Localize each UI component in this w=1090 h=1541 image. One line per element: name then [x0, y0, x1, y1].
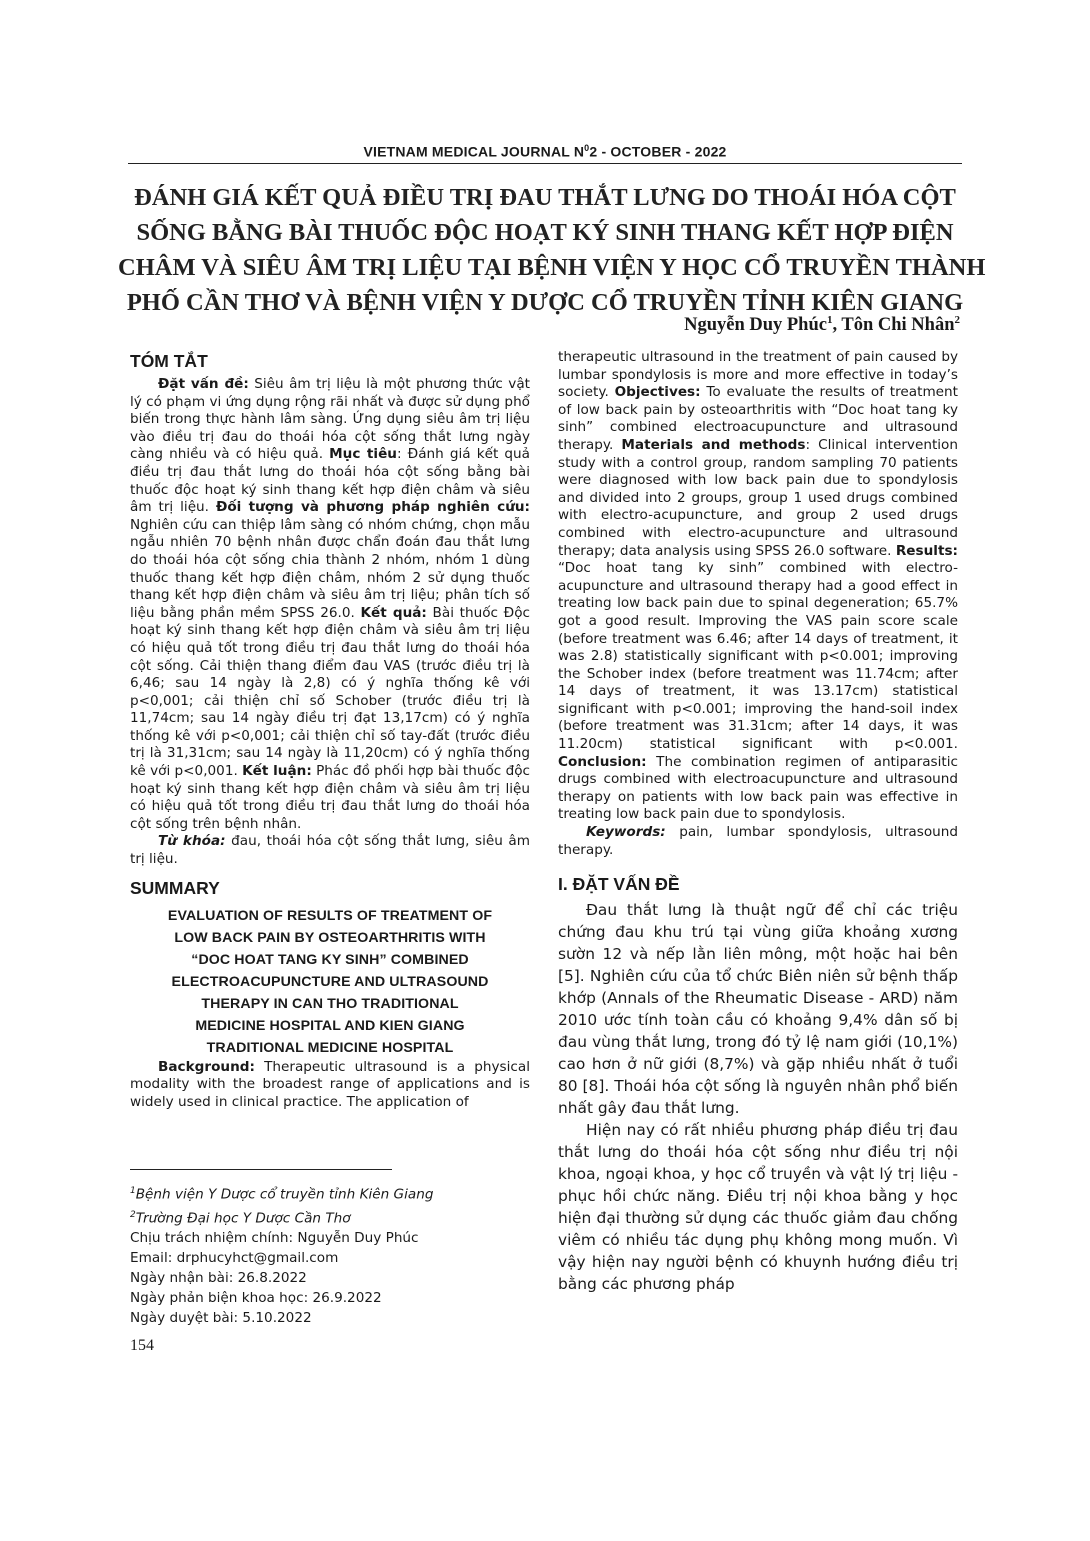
- english-title-line: ELECTROACUPUNCTURE AND ULTRASOUND: [171, 973, 489, 990]
- english-title-line: EVALUATION OF RESULTS OF TREATMENT OF: [167, 907, 493, 924]
- footnote-rule: [130, 1169, 392, 1170]
- en-text: therapeutic ultrasound in the treatment of pain caused by lumbar spondylosis is more and more effective in today’s society.: [558, 349, 958, 401]
- corresponding-author: Chịu trách nhiệm chính: Nguyễn Duy Phúc: [130, 1230, 419, 1247]
- vi-text: Bài thuốc Độc hoạt ký sinh thang kết hợp điện châm và siêu âm trị liệu có hiệu quả tốt trong điều trị đau thắt lưng do thoái hóa cột sống. Cải thiện thang điểm đau VAS (trước điều trị là 6,46; sau 14 ngày là 2,8) có ý nghĩa thống kê với p<0,001; cải thiện chỉ số Schober (trước điều trị là 11,74cm; sau 14 ngày điều trị đạt 13,17cm) có ý nghĩa thống kê với p<0,001; cải thiện chỉ số tay-đất (trước điều trị là 31,31cm; sau 14 ngày là 11,20cm) có ý nghĩa thống kê với p<0,001.: [130, 604, 530, 780]
- en-text: : Clinical intervention study with a control group, random sampling 70 patients were diagnosed with low back pain due to spondylosis and divided into 2 groups, group 1 used drugs combined with electro-acupuncture, and group 2 used drugs combined with electro-acupuncture and ultrasound therapy; data analysis using SPSS 26.0 software.: [558, 436, 958, 559]
- left-column: [130, 350, 530, 1111]
- en-text: “Doc hoat tang ky sinh” combined with electro-acupuncture and ultrasound therapy had a good effect in treating low back pain due to spinal degeneration; 65.7% got a good result. Improving the VAS pain score scale (before treatment was 6.46; after 14 days of treatment, it was 2.8) statistically significant with p<0.001; improving the Schober index (before treatment was 11.74cm; after 14 days of treatment, it was 13.17cm) statistical significant with p<0.001; improving the hand-soil index (before treatment was 31.31cm; after 14 days, it was 11.20cm) statistical significant with p<0.001.: [558, 560, 958, 753]
- english-title-line: TRADITIONAL MEDICINE HOSPITAL: [206, 1039, 454, 1056]
- en-label-objectives: Objectives:: [614, 384, 701, 401]
- en-label-conclusion: Conclusion:: [558, 753, 647, 770]
- en-label-background: Background:: [158, 1058, 255, 1075]
- section-1-body: [558, 899, 958, 1295]
- header-rule: [128, 163, 962, 164]
- title-line: CHÂM VÀ SIÊU ÂM TRỊ LIỆU TẠI BỆNH VIỆN Y HỌC CỔ TRUYỀN THÀNH: [118, 254, 986, 281]
- english-title-line: LOW BACK PAIN BY OSTEOARTHRITIS WITH: [174, 929, 486, 946]
- en-keywords-text: pain, lumbar spondylosis, ultrasound therapy.: [558, 824, 958, 858]
- en-keywords-label: Keywords:: [586, 824, 666, 841]
- author-2-affil: 2: [954, 314, 960, 326]
- received-date: Ngày nhận bài: 26.8.2022: [130, 1270, 307, 1287]
- author-line: [684, 314, 960, 336]
- en-text: The combination regimen of antiparasitic drugs combined with electroacupuncture and ultrasound therapy on patients with low back pain was effective in treating low back pain due to spondylosis.: [558, 753, 958, 823]
- affiliation-2: [130, 1205, 530, 1229]
- vi-text: : Đánh giá kết quả điều trị đau thắt lưng do thoái hóa cột sống bằng bài thuốc độc hoạt ký sinh thang kết hợp điện châm và siêu âm trị liệu.: [130, 446, 530, 516]
- english-title: [130, 905, 530, 1059]
- section-1-paragraph: Đau thắt lưng là thuật ngữ để chỉ các triệu chứng đau khu trú tại vùng giữa khoảng xương sườn 12 và nếp lằn liên mông, một hoặc hai bên [5]. Nghiên cứu của tổ chức Biên niên sử bệnh thấp khớp (Annals of the Rheumatic Disease - ARD) năm 2010 ước tính toàn cầu có khoảng 9,4% dân số bị đau vùng thắt lưng, trong đó tỷ lệ nam giới (10,1%) cao hơn ở nữ giới (8,7%) và gặp nhiều nhất ở tuổi 80 [8]. Thoái hóa cột sống là nguyên nhân phổ biến nhất gây đau thắt lưng.: [558, 901, 958, 1118]
- footnotes: [130, 1181, 530, 1328]
- vi-label-results: Kết quả:: [360, 604, 427, 621]
- en-label-results: Results:: [895, 542, 958, 559]
- vi-abstract-body: [130, 376, 530, 833]
- title-line: SỐNG BẰNG BÀI THUỐC ĐỘC HOẠT KÝ SINH THANG KẾT HỢP ĐIỆN: [136, 219, 954, 246]
- title-line: ĐÁNH GIÁ KẾT QUẢ ĐIỀU TRỊ ĐAU THẮT LƯNG DO THOÁI HÓA CỘT: [134, 184, 956, 211]
- summary-heading: SUMMARY: [130, 877, 220, 898]
- affiliation-1-mark: 1: [130, 1186, 136, 1196]
- author-sep: ,: [832, 315, 842, 336]
- vi-text: Phác đồ phối hợp bài thuốc độc hoạt ký sinh thang kết hợp điện châm và siêu âm trị liệu có hiệu quả tốt trong điều trị đau thắt lưng do thoái hóa cột sống trên bệnh nhân.: [130, 763, 531, 832]
- section-1-paragraph: Hiện nay có rất nhiều phương pháp điều trị đau thắt lưng do thoái hóa cột sống như điều trị nội khoa, ngoại khoa, y học cổ truyền và vật lý trị liệu - phục hồi chức năng. Điều trị nội khoa bằng y học hiện đại thường sử dụng các thuốc giảm đau chống viêm có nhiều tác dụng phụ không mong muốn. Vì vậy hiện nay người bệnh có khuynh hướng điều trị bằng các phương pháp: [558, 1121, 958, 1294]
- vi-keywords-label: Từ khóa:: [158, 833, 226, 850]
- vi-abstract-heading: TÓM TẮT: [130, 351, 208, 371]
- en-background-start: [130, 1059, 530, 1112]
- email: Email: drphucyhct@gmail.com: [130, 1250, 339, 1267]
- running-head-text: VIETNAM MEDICAL JOURNAL N: [363, 143, 585, 160]
- affiliation-2-mark: 2: [130, 1209, 136, 1220]
- title-line: PHỐ CẦN THƠ VÀ BỆNH VIỆN Y DƯỢC CỔ TRUYỀN TỈNH KIÊN GIANG: [126, 289, 964, 316]
- author-1: Nguyễn Duy Phúc: [684, 315, 827, 336]
- running-head-rest: 2 - OCTOBER - 2022: [589, 143, 727, 160]
- affiliation-2-text: Trường Đại học Y Dược Cần Thơ: [135, 1210, 351, 1227]
- vi-keywords: [130, 833, 530, 868]
- page-number: 154: [130, 1337, 154, 1354]
- author-2: Tôn Chi Nhân: [841, 315, 955, 336]
- article-title: [118, 180, 986, 320]
- vi-label-objective: Mục tiêu: [329, 446, 397, 463]
- accepted-date: Ngày duyệt bài: 5.10.2022: [130, 1310, 312, 1327]
- english-title-line: “DOC HOAT TANG KY SINH” COMBINED: [191, 951, 469, 968]
- review-date: Ngày phản biện khoa học: 26.9.2022: [130, 1290, 382, 1307]
- en-text: To evaluate the results of treatment of low back pain by osteoarthritis with “Doc hoat tang ky sinh” combined electroacupuncture and ultrasound therapy.: [558, 384, 958, 453]
- vi-label-methods: Đối tượng và phương pháp nghiên cứu:: [215, 499, 530, 516]
- vi-text: Siêu âm trị liệu là một phương thức vật lý có phạm vi ứng dụng rộng rãi nhất và được sử dụng phổ biến trong thực hành lâm sàng. Ứng dụng siêu âm trị liệu vào điều trị đau do thoái hóa cột sống thắt lưng ngày càng nhiều và có hiệu quả.: [130, 376, 531, 463]
- vi-keywords-text: đau, thoái hóa cột sống thắt lưng, siêu âm trị liệu.: [130, 833, 531, 868]
- author-1-affil: 1: [826, 314, 833, 326]
- english-title-line: MEDICINE HOSPITAL AND KIEN GIANG: [195, 1017, 465, 1034]
- affiliation-1-text: Bệnh viện Y Dược cổ truyền tỉnh Kiên Giang: [135, 1186, 434, 1203]
- en-label-methods: Materials and methods: [621, 436, 806, 453]
- en-text: Therapeutic ultrasound is a physical modality with the broadest range of applications and is widely used in clinical practice. The application of: [130, 1058, 530, 1110]
- en-keywords: [558, 824, 958, 859]
- en-abstract-body: [558, 349, 958, 824]
- right-column: [558, 349, 958, 1295]
- section-1-heading: I. ĐẶT VẤN ĐỀ: [558, 874, 680, 895]
- vi-text: Nghiên cứu can thiệp lâm sàng có nhóm chứng, chọn mẫu ngẫu nhiên 70 bệnh nhân được chẩn đoán đau thắt lưng do thoái hóa cột sống chia thành 2 nhóm, nhóm 1 dùng thuốc thang kết hợp điện châm, nhóm 2 sử dụng thuốc thang kết hợp điện châm và siêu âm trị liệu; phân tích số liệu bằng phần mềm SPSS 26.0.: [130, 516, 530, 621]
- vi-label-background: Đặt vấn đề:: [158, 376, 249, 392]
- affiliation-1: [130, 1181, 530, 1205]
- running-head-sup: 0: [584, 143, 590, 153]
- running-head: [128, 143, 962, 160]
- vi-label-conclusion: Kết luận:: [242, 763, 312, 780]
- english-title-line: THERAPY IN CAN THO TRADITIONAL: [201, 995, 459, 1012]
